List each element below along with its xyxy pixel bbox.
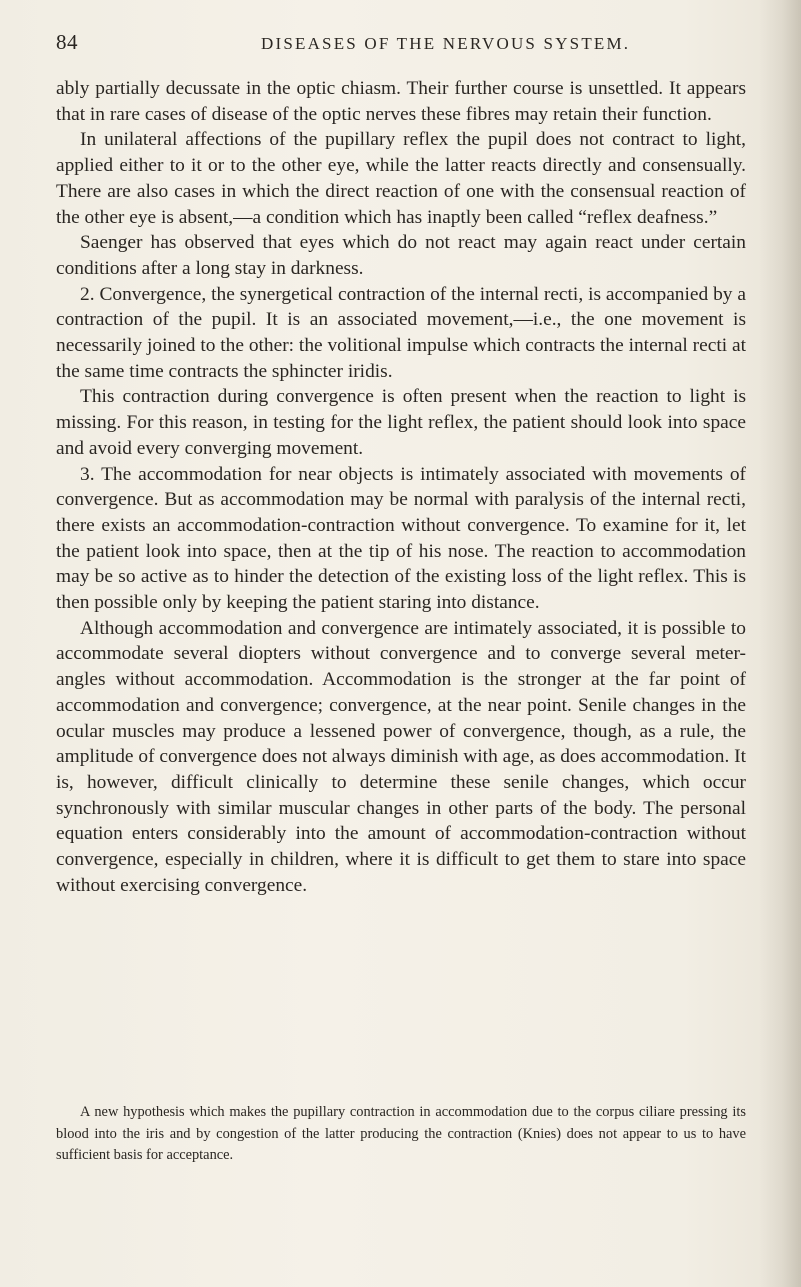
page-number: 84 <box>56 30 78 54</box>
running-head <box>56 30 746 60</box>
footnote <box>56 1102 746 1167</box>
paragraph-contraction-during-convergence: This contraction during convergence is often present when the reaction to light is missing. For this reason, in testing for the light reflex, the patient should look into space and avoid every converging movement. <box>56 386 746 459</box>
paragraph-saenger: Saenger has observed that eyes which do not react may again react under certain conditions after a long stay in darkness. <box>56 232 746 279</box>
body-text <box>56 76 746 899</box>
footnote-text: A new hypothesis which makes the pupillary contraction in accommodation due to the corpus ciliare pressing its blood into the iris and by congestion of the latter producing the contraction (Knies) does not appear to us to have sufficient basis for acceptance. <box>56 1104 746 1164</box>
paragraph-continuation: ably partially decussate in the optic chiasm. Their further course is unsettled. It appears that in rare cases of disease of the optic nerves these fibres may retain their function. <box>56 78 746 125</box>
page-edge-shadow <box>759 0 801 1287</box>
paragraph-accommodation-and-convergence: Although accommodation and convergence are intimately associated, it is possible to accommodate several diopters without convergence and to converge several meter-angles without accommodation. Accommodation is the stronger at the far point of accommodation and convergence; convergence, at the near point. Senile changes in the ocular muscles may produce a lessened power of convergence, though, as a rule, the amplitude of convergence does not always diminish with age, as does accommodation. It is, however, difficult clinically to determine these senile changes, which occur synchronously with similar muscular changes in other parts of the body. The personal equation enters considerably into the amount of accommodation-contraction without convergence, especially in children, where it is difficult to get them to stare into space without exercising convergence. <box>56 617 746 896</box>
running-head-title: DISEASES OF THE NERVOUS SYSTEM. <box>261 34 631 53</box>
paragraph-unilateral-affections: In unilateral affections of the pupillary reflex the pupil does not contract to light, applied either to it or to the other eye, while the latter reacts directly and consensually. There are also cases in which the direct reaction of one with the consensual reaction of the other eye is absent,—a condition which has inaptly been called “reflex deafness.” <box>56 129 746 228</box>
paragraph-accommodation: 3. The accommodation for near objects is intimately associated with movements of convergence. But as accommodation may be normal with paralysis of the internal recti, there exists an accommodation-contraction without convergence. To examine for it, let the patient look into space, then at the tip of his nose. The reaction to accommodation may be so active as to hinder the detection of the existing loss of the light reflex. This is then possible only by keeping the patient staring into distance. <box>56 463 746 614</box>
paragraph-convergence: 2. Convergence, the synergetical contraction of the internal recti, is accompanied by a contraction of the pupil. It is an associated movement,—i.e., the one movement is necessarily joined to the other: the volitional impulse which contracts the internal recti at the same time contracts the sphincter iridis. <box>56 283 746 382</box>
